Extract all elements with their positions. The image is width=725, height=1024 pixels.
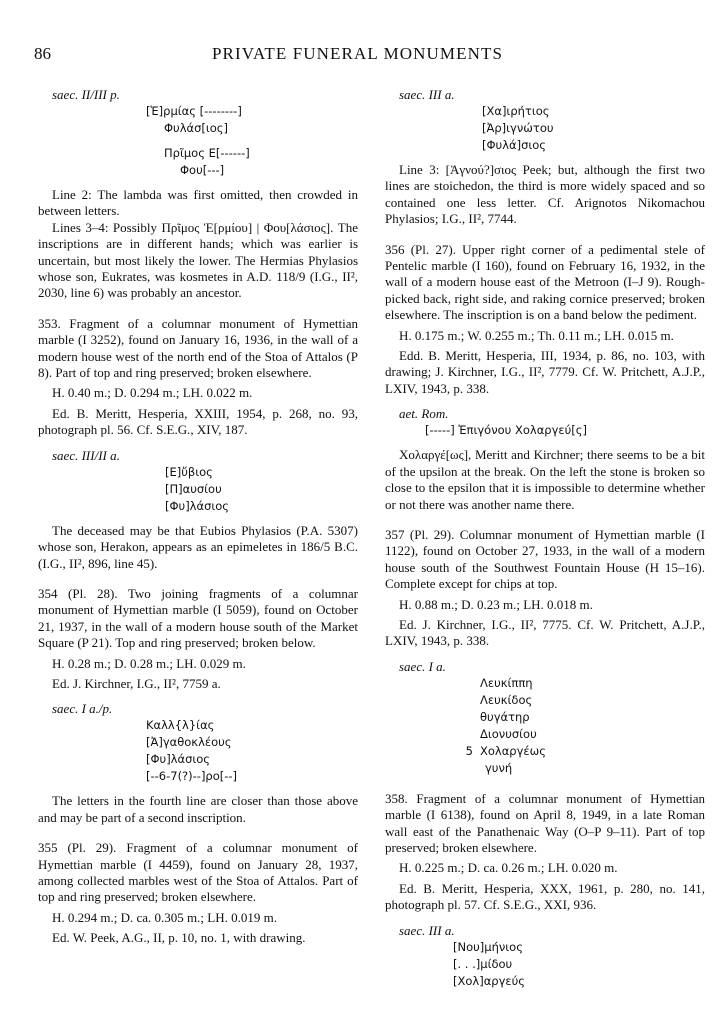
edition: Edd. B. Meritt, Hesperia, III, 1934, p. 86, no. 103, with drawing; J. Kirchner, I.G., II², 7779. Cf. W. Pritchett, A.J.P., LXIV, 1943, p. 338.: [385, 348, 705, 396]
inscription-line: [-----] Ἐπιγόνου Χολαργεύ[ς]: [425, 423, 587, 438]
measurements: H. 0.40 m.; D. 0.294 m.; LH. 0.022 m.: [52, 385, 253, 401]
inscription-line: [Χολ]αργεύς: [453, 973, 525, 988]
commentary: Lines 3–4: Possibly Πρῖμος Ἑ[ρμίου] | Φου[λάσιος]. The inscriptions are in different hands; which was earlier is uncertain, but most likely the lower. The Hermias Phylasios whose son, Eukrates, was kosmetes in A.D. 118/9 (I.G., II², 2030, line 6) was probably an ancestor.: [38, 219, 358, 301]
entry-357: 357 (Pl. 29). Columnar monument of Hymettian marble (I 1122), found on October 27, 1933, in the wall of a modern house south of the Southwest Fountain House (H 15–16). Complete except for chips at top.: [385, 526, 705, 592]
inscription-line: [. . .]μίδου: [453, 956, 513, 971]
inscription-line: γυνή: [485, 760, 513, 775]
entry-353: 353. Fragment of a columnar monument of Hymettian marble (I 3252), found on January 16, 1936, in the wall of a modern house west of the north end of the Stoa of Attalos (P 8). Part of top and ring preserved; broken elsewhere.: [38, 315, 358, 381]
commentary: Line 3: [Ἁγνού?]σιος Peek; but, although the first two lines are stoichedon, the third is more widely spaced and so contained one less letter. Cf. Arignotos Nikomachou Phylasios; I.G., II², 7744.: [385, 162, 705, 227]
page-number: 86: [34, 44, 51, 63]
measurements: H. 0.175 m.; W. 0.255 m.; Th. 0.11 m.; LH. 0.015 m.: [399, 327, 674, 343]
inscription-text: Χολαργέως: [480, 743, 547, 758]
inscription-line: Φου[---]: [180, 163, 225, 177]
date-label: aet. Rom.: [399, 406, 449, 422]
inscription-line: [Ε]ὔβιος: [165, 464, 213, 479]
measurements: H. 0.294 m.; D. ca. 0.305 m.; LH. 0.019 m.: [52, 909, 277, 925]
inscription-line: [Νου]μήνιος: [453, 939, 523, 954]
entry-358: 358. Fragment of a columnar monument of Hymettian marble (I 6138), found on April 8, 1949, in a late Roman wall east of the Panathenaic Way (O–P 9–11). Part of top preserved; broken elsewhere.: [385, 790, 705, 855]
inscription-line: Καλλ{λ}ίας: [146, 718, 215, 733]
edition: Ed. B. Meritt, Hesperia, XXIII, 1954, p. 268, no. 93, photograph pl. 56. Cf. S.E.G., XIV, 187.: [38, 405, 358, 438]
measurements: H. 0.88 m.; D. 0.23 m.; LH. 0.018 m.: [399, 596, 593, 612]
inscription-line: Πρῖμος Ε[------]: [164, 146, 250, 160]
commentary: Χολαργέ[ως], Meritt and Kirchner; there seems to be a bit of the upsilon at the break. On the left the stone is broken so close to the epsilon that it is impossible to determine whether or not there was another name there.: [385, 447, 705, 512]
right-column: [385, 86, 705, 990]
inscription-line: Φυλάσ[ιος]: [164, 121, 229, 135]
inscription-line: [Π]αυσίου: [165, 481, 222, 496]
line-number: 5: [465, 743, 473, 758]
inscription-line: [Φυ]λάσιος: [165, 498, 230, 513]
measurements: H. 0.28 m.; D. 0.28 m.; LH. 0.029 m.: [52, 655, 246, 671]
inscription-line: [Φυλά]σιος: [482, 138, 547, 152]
commentary: The letters in the fourth line are closer than those above and may be part of a second inscription.: [38, 793, 358, 825]
measurements: H. 0.225 m.; D. ca. 0.26 m.; LH. 0.020 m.: [399, 860, 618, 876]
entry-354: 354 (Pl. 28). Two joining fragments of a columnar monument of Hymettian marble (I 5059), found on October 21, 1937, in the wall of a modern house south of the Market Square (P 21). Top and ring preserved; broken below.: [38, 585, 358, 651]
date-label: saec. I a.: [399, 658, 446, 674]
running-title: PRIVATE FUNERAL MONUMENTS: [212, 44, 504, 63]
inscription-line: [--6-7(?)--]ρο[--]: [146, 769, 238, 784]
inscription-line: Διονυσίου: [480, 726, 537, 741]
edition: Ed. J. Kirchner, I.G., II², 7759 a.: [52, 675, 221, 691]
inscription-line: [Ἑ]ρμίας [--------]: [146, 104, 242, 118]
date-label: saec. III a.: [399, 87, 455, 102]
edition: Ed. W. Peek, A.G., II, p. 10, no. 1, with drawing.: [52, 930, 306, 946]
inscription-line: θυγάτηρ: [480, 709, 530, 724]
inscription-line: [385, 743, 705, 760]
commentary: The deceased may be that Eubios Phylasios (P.A. 5307) whose son, Herakon, appears as an epimeletes in 186/5 B.C. (I.G., II², 896, line 45).: [38, 522, 358, 571]
inscription-line: [Χα]ιρήτιος: [482, 104, 550, 118]
left-column: [38, 86, 358, 947]
date-label: saec. III a.: [399, 922, 455, 938]
date-label: saec. II/III p.: [52, 87, 120, 102]
edition: Ed. J. Kirchner, I.G., II², 7775. Cf. W. Pritchett, A.J.P., LXIV, 1943, p. 338.: [385, 616, 705, 649]
inscription-line: [Ἀρ]ιγνώτου: [482, 121, 554, 135]
inscription-line: [Φυ]λάσιος: [146, 752, 211, 767]
inscription-line: Λευκίδος: [480, 692, 533, 707]
date-label: saec. III/II a.: [52, 447, 120, 463]
edition: Ed. B. Meritt, Hesperia, XXX, 1961, p. 280, no. 141, photograph pl. 57. Cf. S.E.G., XXI, 936.: [385, 880, 705, 913]
inscription-line: [Ἀ]γαθοκλέους: [146, 735, 232, 750]
date-label: saec. I a./p.: [52, 701, 113, 717]
entry-356: 356 (Pl. 27). Upper right corner of a pedimental stele of Pentelic marble (I 160), found on February 16, 1932, in the wall of a modern house east of the Metroon (I–J 9). Rough-picked back, right side, and raking cornice preserved; broken elsewhere. The inscription is on a band below the pediment.: [385, 241, 705, 323]
commentary: Line 2: The lambda was first omitted, then crowded in between letters.: [38, 187, 358, 219]
entry-355: 355 (Pl. 29). Fragment of a columnar monument of Hymettian marble (I 4459), found on January 28, 1937, among collected marbles west of the Stoa of Attalos. Part of top and ring preserved; broken elsewhere.: [38, 840, 358, 905]
inscription-line: Λευκίππη: [480, 675, 533, 690]
